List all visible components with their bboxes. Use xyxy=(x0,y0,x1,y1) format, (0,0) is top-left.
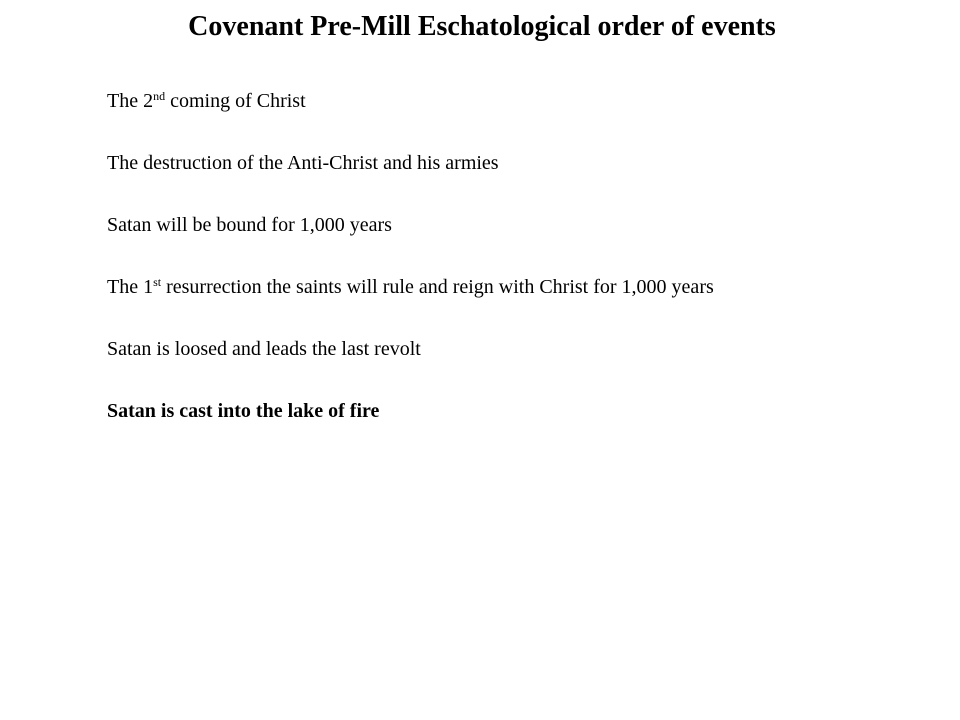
event-list xyxy=(107,88,714,460)
ordinal-suffix: nd xyxy=(153,88,166,103)
event-text: coming of Christ xyxy=(165,90,306,112)
ordinal-suffix: st xyxy=(153,274,162,289)
event-satan-bound: Satan will be bound for 1,000 years xyxy=(107,214,392,236)
event-text: The 1 xyxy=(107,276,154,298)
event-antichrist-destruction: The destruction of the Anti-Christ and his armies xyxy=(107,152,499,174)
event-text: resurrection the saints will rule and reign with Christ for 1,000 years xyxy=(161,276,714,298)
event-satan-loosed: Satan is loosed and leads the last revolt xyxy=(107,338,421,360)
slide-title: Covenant Pre-Mill Eschatological order of events xyxy=(188,11,776,42)
event-second-coming xyxy=(107,88,714,114)
event-lake-of-fire: Satan is cast into the lake of fire xyxy=(107,400,380,422)
event-first-resurrection xyxy=(107,274,714,300)
event-text: The 2 xyxy=(107,90,154,112)
